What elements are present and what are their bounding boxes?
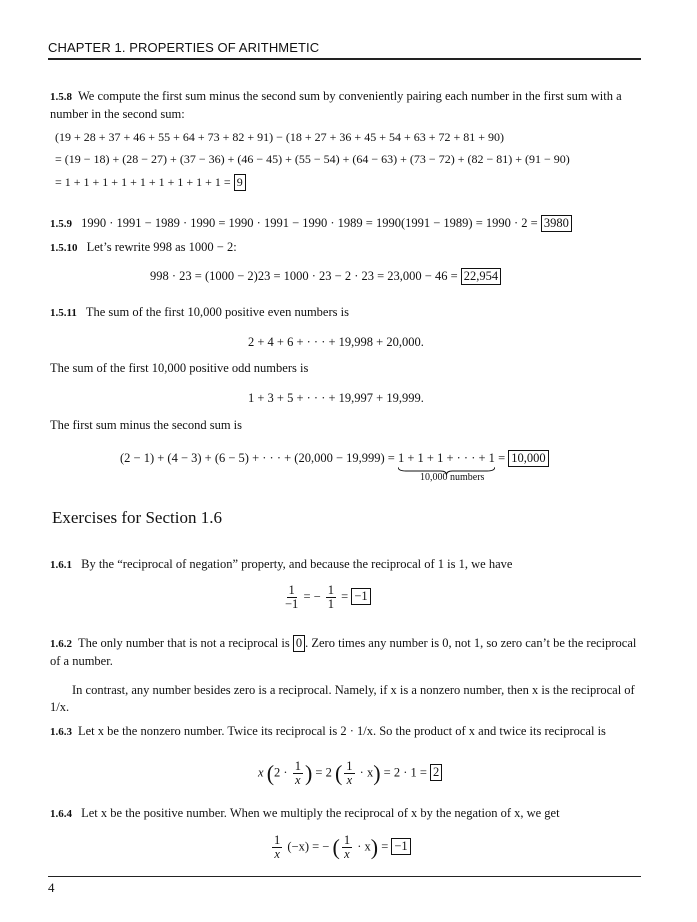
inline-fraction: 1/x <box>50 700 66 714</box>
fraction: $\frac{1}{x}$ <box>294 759 301 787</box>
solution-text: In contrast, any number besides zero is a reciprocal. Namely, if x is a nonzero number, then x is the reciprocal of <box>72 683 635 697</box>
solution-text: The first sum minus the second sum is <box>50 418 242 432</box>
solution-text: The sum of the first 10,000 positive even numbers is <box>85 305 349 319</box>
solution-1-6-4 <box>50 806 560 821</box>
brace-label: 10,000 numbers <box>420 472 485 483</box>
equation-line <box>283 584 371 611</box>
problem-number: 1.6.1 <box>50 559 72 571</box>
answer-box: 0 <box>293 635 305 652</box>
equation-line <box>55 174 246 191</box>
solution-1-6-1 <box>50 557 512 572</box>
equation-text: (2 − 1) + (4 − 3) + (6 − 5) + · · · + (20,000 − 19,999) = <box>120 451 395 465</box>
equation-line <box>120 450 549 467</box>
solution-1-5-8 <box>50 88 645 123</box>
solution-1-5-9 <box>50 215 572 232</box>
solution-paragraph: In contrast, any number besides zero is a reciprocal. Namely, if x is a nonzero number, then x is the reciprocal of 1/x. <box>50 683 635 714</box>
underbrace-group <box>398 451 495 466</box>
answer-box: 9 <box>234 174 246 191</box>
equation-line: 1 + 3 + 5 + · · · + 19,997 + 19,999. <box>248 391 424 405</box>
answer-box: 22,954 <box>461 268 501 285</box>
answer-box: −1 <box>391 838 410 855</box>
problem-number: 1.6.2 <box>50 638 72 650</box>
solution-text: By the “reciprocal of negation” property, and because the reciprocal of 1 is 1, we have <box>81 557 513 571</box>
answer-box: 3980 <box>541 215 572 232</box>
answer-box: −1 <box>351 588 370 605</box>
page-number: 4 <box>48 880 55 895</box>
running-head: CHAPTER 1. PROPERTIES OF ARITHMETIC <box>48 40 320 55</box>
problem-number: 1.5.11 <box>50 307 77 319</box>
problem-number: 1.6.4 <box>50 808 72 820</box>
problem-number: 1.5.8 <box>50 91 72 103</box>
problem-number: 1.5.9 <box>50 218 72 230</box>
solution-1-6-2 <box>50 635 645 670</box>
solution-text: Let x be the positive number. When we multiply the reciprocal of x by the negation of x, we get <box>81 806 560 820</box>
solution-text: We compute the first sum minus the second sum by conveniently pairing each number in the first sum with a number in the second sum: <box>50 89 622 121</box>
solution-1-6-3 <box>50 723 645 741</box>
equation-text: 1 + 1 + 1 + · · · + 1 <box>398 451 495 465</box>
equation-text: 1990 · 1991 − 1989 · 1990 = 1990 · 1991 − 1990 · 1989 = 1990(1991 − 1989) = 1990 · 2 = <box>81 216 538 230</box>
equation-text: = 1 + 1 + 1 + 1 + 1 + 1 + 1 + 1 + 1 = <box>55 175 231 189</box>
header-rule <box>48 58 641 60</box>
equation-line: x (2 · $\frac{1}{x}$ ) = 2 ( $\frac{1}{x}$ · x) = 2 · 1 = 2 <box>258 760 442 787</box>
equation-text: = − <box>303 589 321 604</box>
footer-rule <box>48 876 641 877</box>
equation-line: 2 + 4 + 6 + · · · + 19,998 + 20,000. <box>248 335 424 349</box>
equation-text: = <box>498 451 506 465</box>
fraction: $\frac{1}{x}$ <box>346 759 353 787</box>
answer-box: 2 <box>430 764 442 781</box>
fraction: $\frac{1}{1}$ <box>327 583 335 611</box>
equation-line <box>150 268 501 285</box>
fraction: $\frac{1}{x}$ <box>274 833 281 861</box>
solution-1-5-10 <box>50 240 237 255</box>
problem-number: 1.6.3 <box>50 726 72 738</box>
solution-text: The only number that is not a reciprocal is <box>78 636 290 650</box>
solution-text: Let x be the nonzero number. Twice its reciprocal is 2 · 1/x. So the product of x and twice its reciprocal is <box>78 724 606 738</box>
fraction: $\frac{1}{x}$ <box>343 833 351 861</box>
problem-number: 1.5.10 <box>50 242 78 254</box>
equation-text: 998 · 23 = (1000 − 2)23 = 1000 · 23 − 2 · 23 = 23,000 − 46 = <box>150 269 458 283</box>
solution-text: . Zero times any number is 0, not 1, so zero can’t be the reciprocal of a number. <box>50 636 637 668</box>
answer-box: 10,000 <box>508 450 548 467</box>
section-title: Exercises for Section 1.6 <box>52 508 222 527</box>
solution-1-5-11 <box>50 305 349 320</box>
equation-text: = <box>341 589 349 604</box>
equation-line: $\frac{1}{x}$ (−x) = − ( $\frac{1}{x}$ · x) = −1 <box>270 834 411 861</box>
equation-line: (19 + 28 + 37 + 46 + 55 + 64 + 73 + 82 + 91) − (18 + 27 + 36 + 45 + 54 + 63 + 72 + 81 + 90) <box>55 130 505 144</box>
fraction: $\frac{1}{-1}$ <box>285 583 299 611</box>
solution-text: The sum of the first 10,000 positive odd numbers is <box>50 361 309 375</box>
solution-text: Let’s rewrite 998 as 1000 − 2: <box>86 240 237 254</box>
equation-line: = (19 − 18) + (28 − 27) + (37 − 36) + (46 − 45) + (55 − 54) + (64 − 63) + (73 − 72) + (82 − 81) + (91 − 90) <box>55 152 570 166</box>
